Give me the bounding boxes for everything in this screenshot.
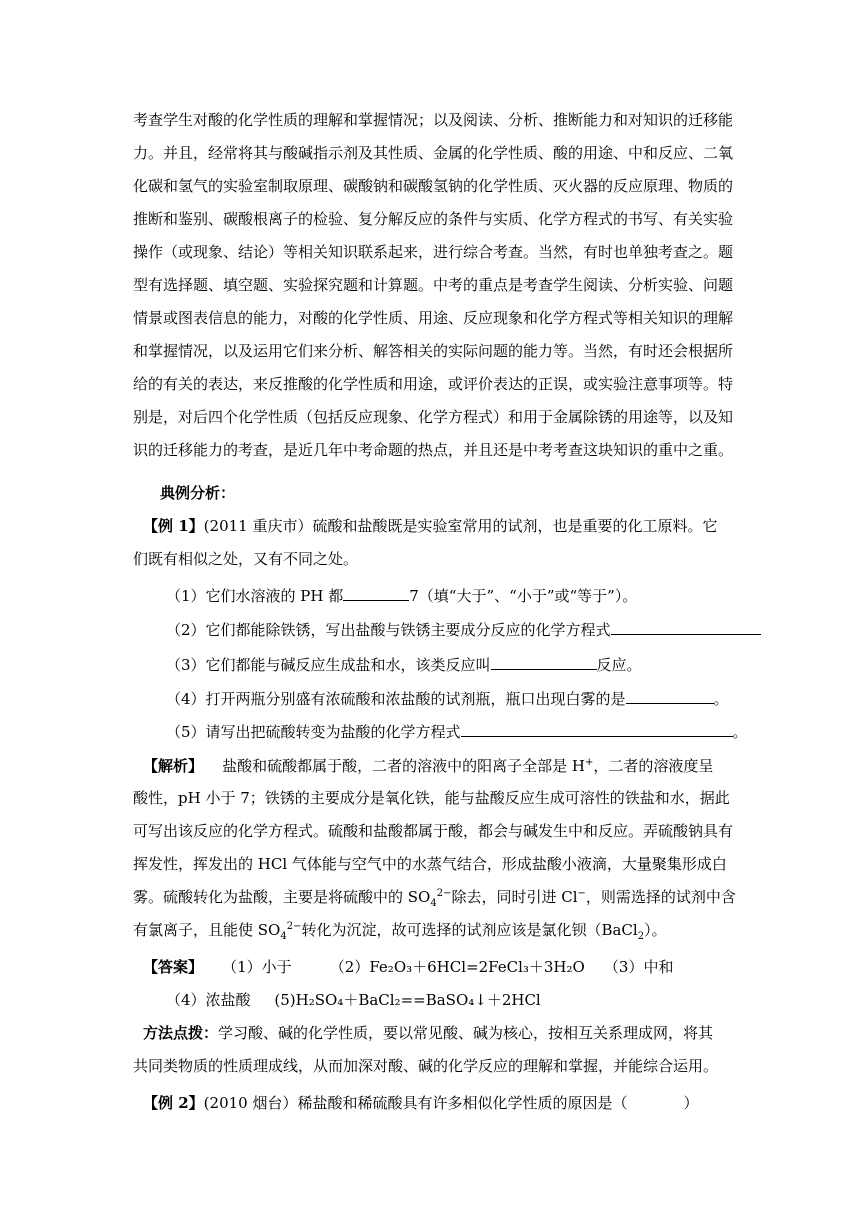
analysis-line-4: 挥发性，挥发出的 HCl 气体能与空气中的水蒸气结合，形成盐酸小液滴，大量聚集形成白 [133, 855, 727, 873]
method-line-1 [143, 1023, 713, 1043]
question-3 [166, 655, 642, 675]
analysis-text-5a: 雾。硫酸转化为盐酸，主要是将硫酸中的 SO [133, 888, 431, 906]
analysis-text-6a: 有氯离子，且能使 SO [133, 921, 281, 939]
answer-3: （3）中和 [603, 958, 674, 976]
method-text-1: 学习酸、碱的化学性质，要以常见酸、碱为核心，按相互关系理成网，将其 [218, 1024, 714, 1042]
question-3-suffix: 反应。 [596, 656, 642, 674]
question-1-suffix: 7（填“大于”、“小于”或“等于”）。 [409, 587, 638, 605]
analysis-text-6b: 转化为沉淀，故可选择的试剂应该是氯化钡（BaCl [301, 921, 638, 939]
answer-label: 【答案】 [143, 958, 204, 976]
method-line-2: 共同类物质的性质理成线，从而加深对酸、碱的化学反应的理解和掌握，并能综合运用。 [133, 1057, 719, 1075]
analysis-sub-5: 4 [430, 898, 437, 909]
example2-close: ） [683, 1094, 699, 1112]
example1-text-1: (2011 重庆市）硫酸和盐酸既是实验室常用的试剂，也是重要的化工原料。它 [203, 517, 718, 535]
analysis-text-1a: 盐酸和硫酸都属于酸，二者的溶液中的阳离子全部是 H [222, 757, 585, 775]
analysis-line-6 [133, 920, 667, 940]
example2-line [143, 1093, 698, 1113]
intro-line-11: 识的迁移能力的考查，是近几年中考命题的热点，并且还是中考考查这块知识的重中之重。 [133, 441, 734, 459]
intro-line-3: 化碳和氢气的实验室制取原理、碳酸钠和碳酸氢钠的化学性质、灭火器的反应原理、物质的 [133, 177, 734, 195]
example1-line-1 [143, 516, 717, 536]
question-1 [166, 586, 637, 606]
question-4-suffix: 。 [713, 690, 729, 708]
analysis-line-3: 可写出该反应的化学方程式。硫酸和盐酸都属于酸，都会与碱发生中和反应。弄硫酸钠具有 [133, 822, 734, 840]
answer-blank-4[interactable] [626, 689, 714, 704]
question-4-prefix: （4）打开两瓶分别盛有浓硫酸和浓盐酸的试剂瓶，瓶口出现白雾的是 [166, 690, 626, 708]
intro-line-6: 型有选择题、填空题、实验探究题和计算题。中考的重点是考查学生阅读、分析实验、问题 [133, 276, 734, 294]
question-3-prefix: （3）它们都能与碱反应生成盐和水，该类反应叫 [166, 656, 491, 674]
answer-4: （4）浓盐酸 [166, 991, 251, 1009]
analysis-sup-1: + [584, 757, 594, 768]
example1-label: 【例 1】 [143, 517, 204, 535]
analysis-line-1 [143, 756, 713, 776]
example2-text: (2010 烟台）稀盐酸和稀硫酸具有许多相似化学性质的原因是（ [203, 1094, 628, 1112]
analysis-line-2: 酸性，pH 小于 7；铁锈的主要成分是氧化铁，能与盐酸反应生成可溶性的铁盐和水，据此 [133, 789, 730, 807]
answer-line-1 [143, 957, 673, 977]
example2-label: 【例 2】 [143, 1094, 204, 1112]
intro-line-2: 力。并且，经常将其与酸碱指示剂及其性质、金属的化学性质、酸的用途、中和反应、二氧 [133, 144, 734, 162]
question-5-prefix: （5）请写出把硫酸转变为盐酸的化学方程式 [166, 723, 461, 741]
answer-blank-5[interactable] [461, 722, 733, 737]
intro-line-5: 操作（或现象、结论）等相关知识联系起来，进行综合考查。当然，有时也单独考查之。题 [133, 243, 734, 261]
question-2 [166, 620, 761, 640]
question-5-suffix: 。 [732, 723, 748, 741]
analysis-line-5 [133, 887, 736, 907]
analysis-sup-5: 2− [436, 888, 452, 899]
intro-line-7: 情景或图表信息的能力，对酸的化学性质、用途、反应现象和化学方程式等相关知识的理解 [133, 309, 734, 327]
question-2-text: （2）它们都能除铁锈，写出盐酸与铁锈主要成分反应的化学方程式 [166, 621, 611, 639]
analysis-sup-6: 2− [286, 921, 302, 932]
analysis-text-6c: ）。 [644, 921, 667, 939]
analysis-sub-6: 4 [280, 931, 287, 942]
answer-blank-1[interactable] [343, 586, 409, 601]
analysis-text-5c: ，则需选择的试剂中含 [585, 888, 736, 906]
answer-line-2 [166, 990, 541, 1010]
answer-blank-3[interactable] [491, 655, 597, 670]
analysis-sup-5b: − [577, 888, 586, 899]
method-label: 方法点拨： [143, 1024, 219, 1042]
question-1-prefix: （1）它们水溶液的 PH 都 [166, 587, 344, 605]
analysis-text-5b: 除去，同时引进 Cl [451, 888, 578, 906]
example1-line-2: 们既有相似之处，又有不同之处。 [133, 550, 359, 568]
answer-2: （2）Fe₂O₃＋6HCl=2FeCl₃＋3H₂O [329, 958, 585, 976]
question-4 [166, 689, 729, 709]
answer-1: （1）小于 [222, 958, 292, 976]
intro-line-1: 考查学生对酸的化学性质的理解和掌握情况；以及阅读、分析、推断能力和对知识的迁移能 [133, 111, 734, 129]
answer-5: (5)H₂SO₄＋BaCl₂==BaSO₄↓＋2HCl [274, 991, 541, 1009]
intro-line-10: 别是，对后四个化学性质（包括反应现象、化学方程式）和用于金属除锈的用途等，以及知 [133, 408, 734, 426]
analysis-label: 【解析】 [143, 757, 204, 775]
question-5 [166, 722, 748, 742]
analysis-sub-6b: 2 [637, 931, 645, 942]
analysis-text-1b: ，二者的溶液度呈 [593, 757, 714, 775]
intro-line-9: 给的有关的表达，来反推酸的化学性质和用途，或评价表达的正误，或实验注意事项等。特 [133, 375, 734, 393]
intro-line-4: 推断和鉴别、碳酸根离子的检验、复分解反应的条件与实质、化学方程式的书写、有关实验 [133, 210, 734, 228]
section-title: 典例分析： [160, 484, 236, 502]
intro-line-8: 和掌握情况，以及运用它们来分析、解答相关的实际问题的能力等。当然，有时还会根据所 [133, 342, 734, 360]
answer-blank-2[interactable] [611, 620, 761, 635]
